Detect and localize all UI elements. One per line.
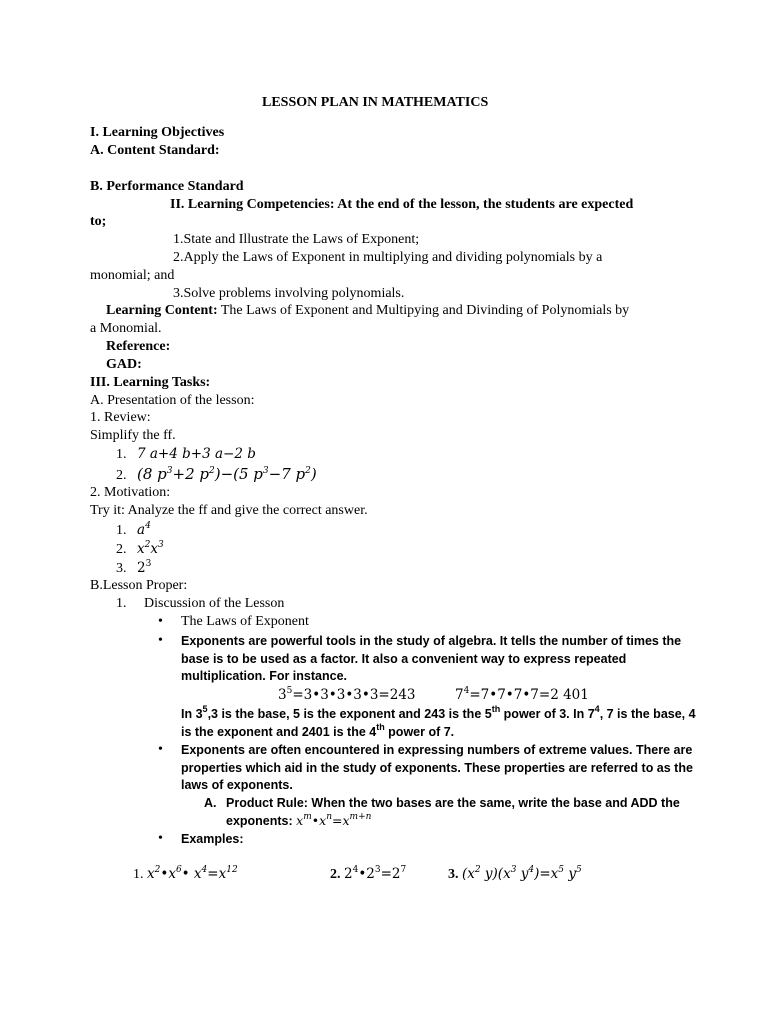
review-item-2: 2. (8 $p^3+2$ $p^2)-(5$ $p^3-7$ $p^2$)	[116, 465, 317, 483]
reference-label: Reference:	[106, 339, 171, 354]
paragraph-2-line-2: is the exponent and 2401 is the 4th power of 7.	[181, 722, 455, 739]
discussion-item: 1. Discussion of the Lesson	[116, 596, 285, 611]
product-rule-exponents: exponents:	[226, 814, 293, 828]
competency-3: 3.Solve problems involving polynomials.	[173, 286, 405, 301]
example-equation-2: $7^4=7•7•7•7=2$ 401	[455, 686, 589, 703]
motivation-item-1: 1. $a^4$	[116, 521, 151, 538]
bullet-icon: •	[158, 633, 163, 648]
presentation-heading: A. Presentation of the lesson:	[90, 393, 255, 408]
bullet-icon: •	[158, 742, 163, 757]
learning-tasks-heading: III. Learning Tasks:	[90, 375, 211, 390]
paragraph-1-line-3: multiplication. For instance.	[181, 669, 347, 683]
paragraph-1-line-1: Exponents are powerful tools in the study of algebra. It tells the number of times the	[181, 634, 682, 648]
competency-2: 2.Apply the Laws of Exponent in multiplying and dividing polynomials by a	[173, 250, 603, 265]
paragraph-2-text: is the exponent and 2401 is the 4	[181, 725, 377, 739]
bullet-icon: •	[158, 614, 163, 629]
gad-label: GAD:	[106, 357, 142, 372]
paragraph-1-line-2: base is to be used as a factor. It also a convenient way to express repeated	[181, 652, 627, 666]
review-item-1: 1. 7 a+4 b+3 a−2 b	[116, 446, 256, 462]
competencies-heading-cont: to;	[90, 214, 107, 229]
laws-of-exponent: The Laws of Exponent	[181, 614, 309, 629]
motivation-heading: 2. Motivation:	[90, 485, 171, 500]
product-rule-line-2: exponents: $x^m•x^n=x^{m+n}$	[226, 812, 372, 828]
paragraph-2-line-1: In $3^5,3$ is the base, 5 is the exponent and 243 is the 5th power of 3. In $7^4$, 7 is the base, 4	[181, 704, 696, 721]
try-it-instruction: Try it: Analyze the ff and give the correct answer.	[90, 503, 368, 518]
lesson-proper-heading: B.Lesson Proper:	[90, 578, 188, 593]
competencies-heading: II. Learning Competencies: At the end of the lesson, the students are expected	[170, 197, 634, 212]
paragraph-2-text-end: power of 7.	[384, 725, 455, 739]
example-equation-1: $3^5=3•3•3•3•3=243$	[278, 686, 416, 703]
bullet-icon: •	[158, 831, 163, 846]
discussion-label: Discussion of the Lesson	[144, 596, 285, 611]
example-3: 3. ($x^2$ $y)(x^3$ $y^4)=x^5$ $y^5$	[448, 865, 582, 882]
content-standard: A. Content Standard:	[90, 143, 220, 158]
motivation-item-2: 2. $x^2x^3$	[116, 540, 164, 557]
simplify-instruction: Simplify the ff.	[90, 428, 176, 443]
learning-content-text: The Laws of Exponent and Multipying and Divinding of Polynomials by	[217, 303, 630, 318]
product-rule-line-1: Product Rule: When the two bases are the same, write the base and ADD the	[226, 796, 680, 810]
example-2: 2. $2^4•2^3=2^7$	[330, 865, 407, 882]
paragraph-3-line-3: laws of exponents.	[181, 778, 293, 792]
paragraph-3-line-1: Exponents are often encountered in expressing numbers of extreme values. There are	[181, 743, 693, 757]
competency-1: 1.State and Illustrate the Laws of Exponent;	[173, 232, 420, 247]
motivation-item-3: 3. $2^3$	[116, 559, 152, 576]
example-1: 1. $x^2•x^6•$ $x^4=x^{12}$	[133, 865, 238, 882]
performance-standard: B. Performance Standard	[90, 179, 244, 194]
learning-content-cont: a Monomial.	[90, 321, 162, 336]
review-heading: 1. Review:	[90, 410, 151, 425]
paragraph-3-line-2: properties which aid in the study of exponents. These properties are referred to as the	[181, 761, 693, 775]
document-title: LESSON PLAN IN MATHEMATICS	[262, 95, 489, 110]
rule-marker: A.	[204, 796, 217, 810]
learning-content	[106, 302, 629, 320]
learning-content-label: Learning Content:	[106, 303, 218, 318]
section-objectives: I. Learning Objectives	[90, 125, 225, 140]
competency-2-cont: monomial; and	[90, 268, 175, 283]
examples-label: Examples:	[181, 832, 244, 846]
